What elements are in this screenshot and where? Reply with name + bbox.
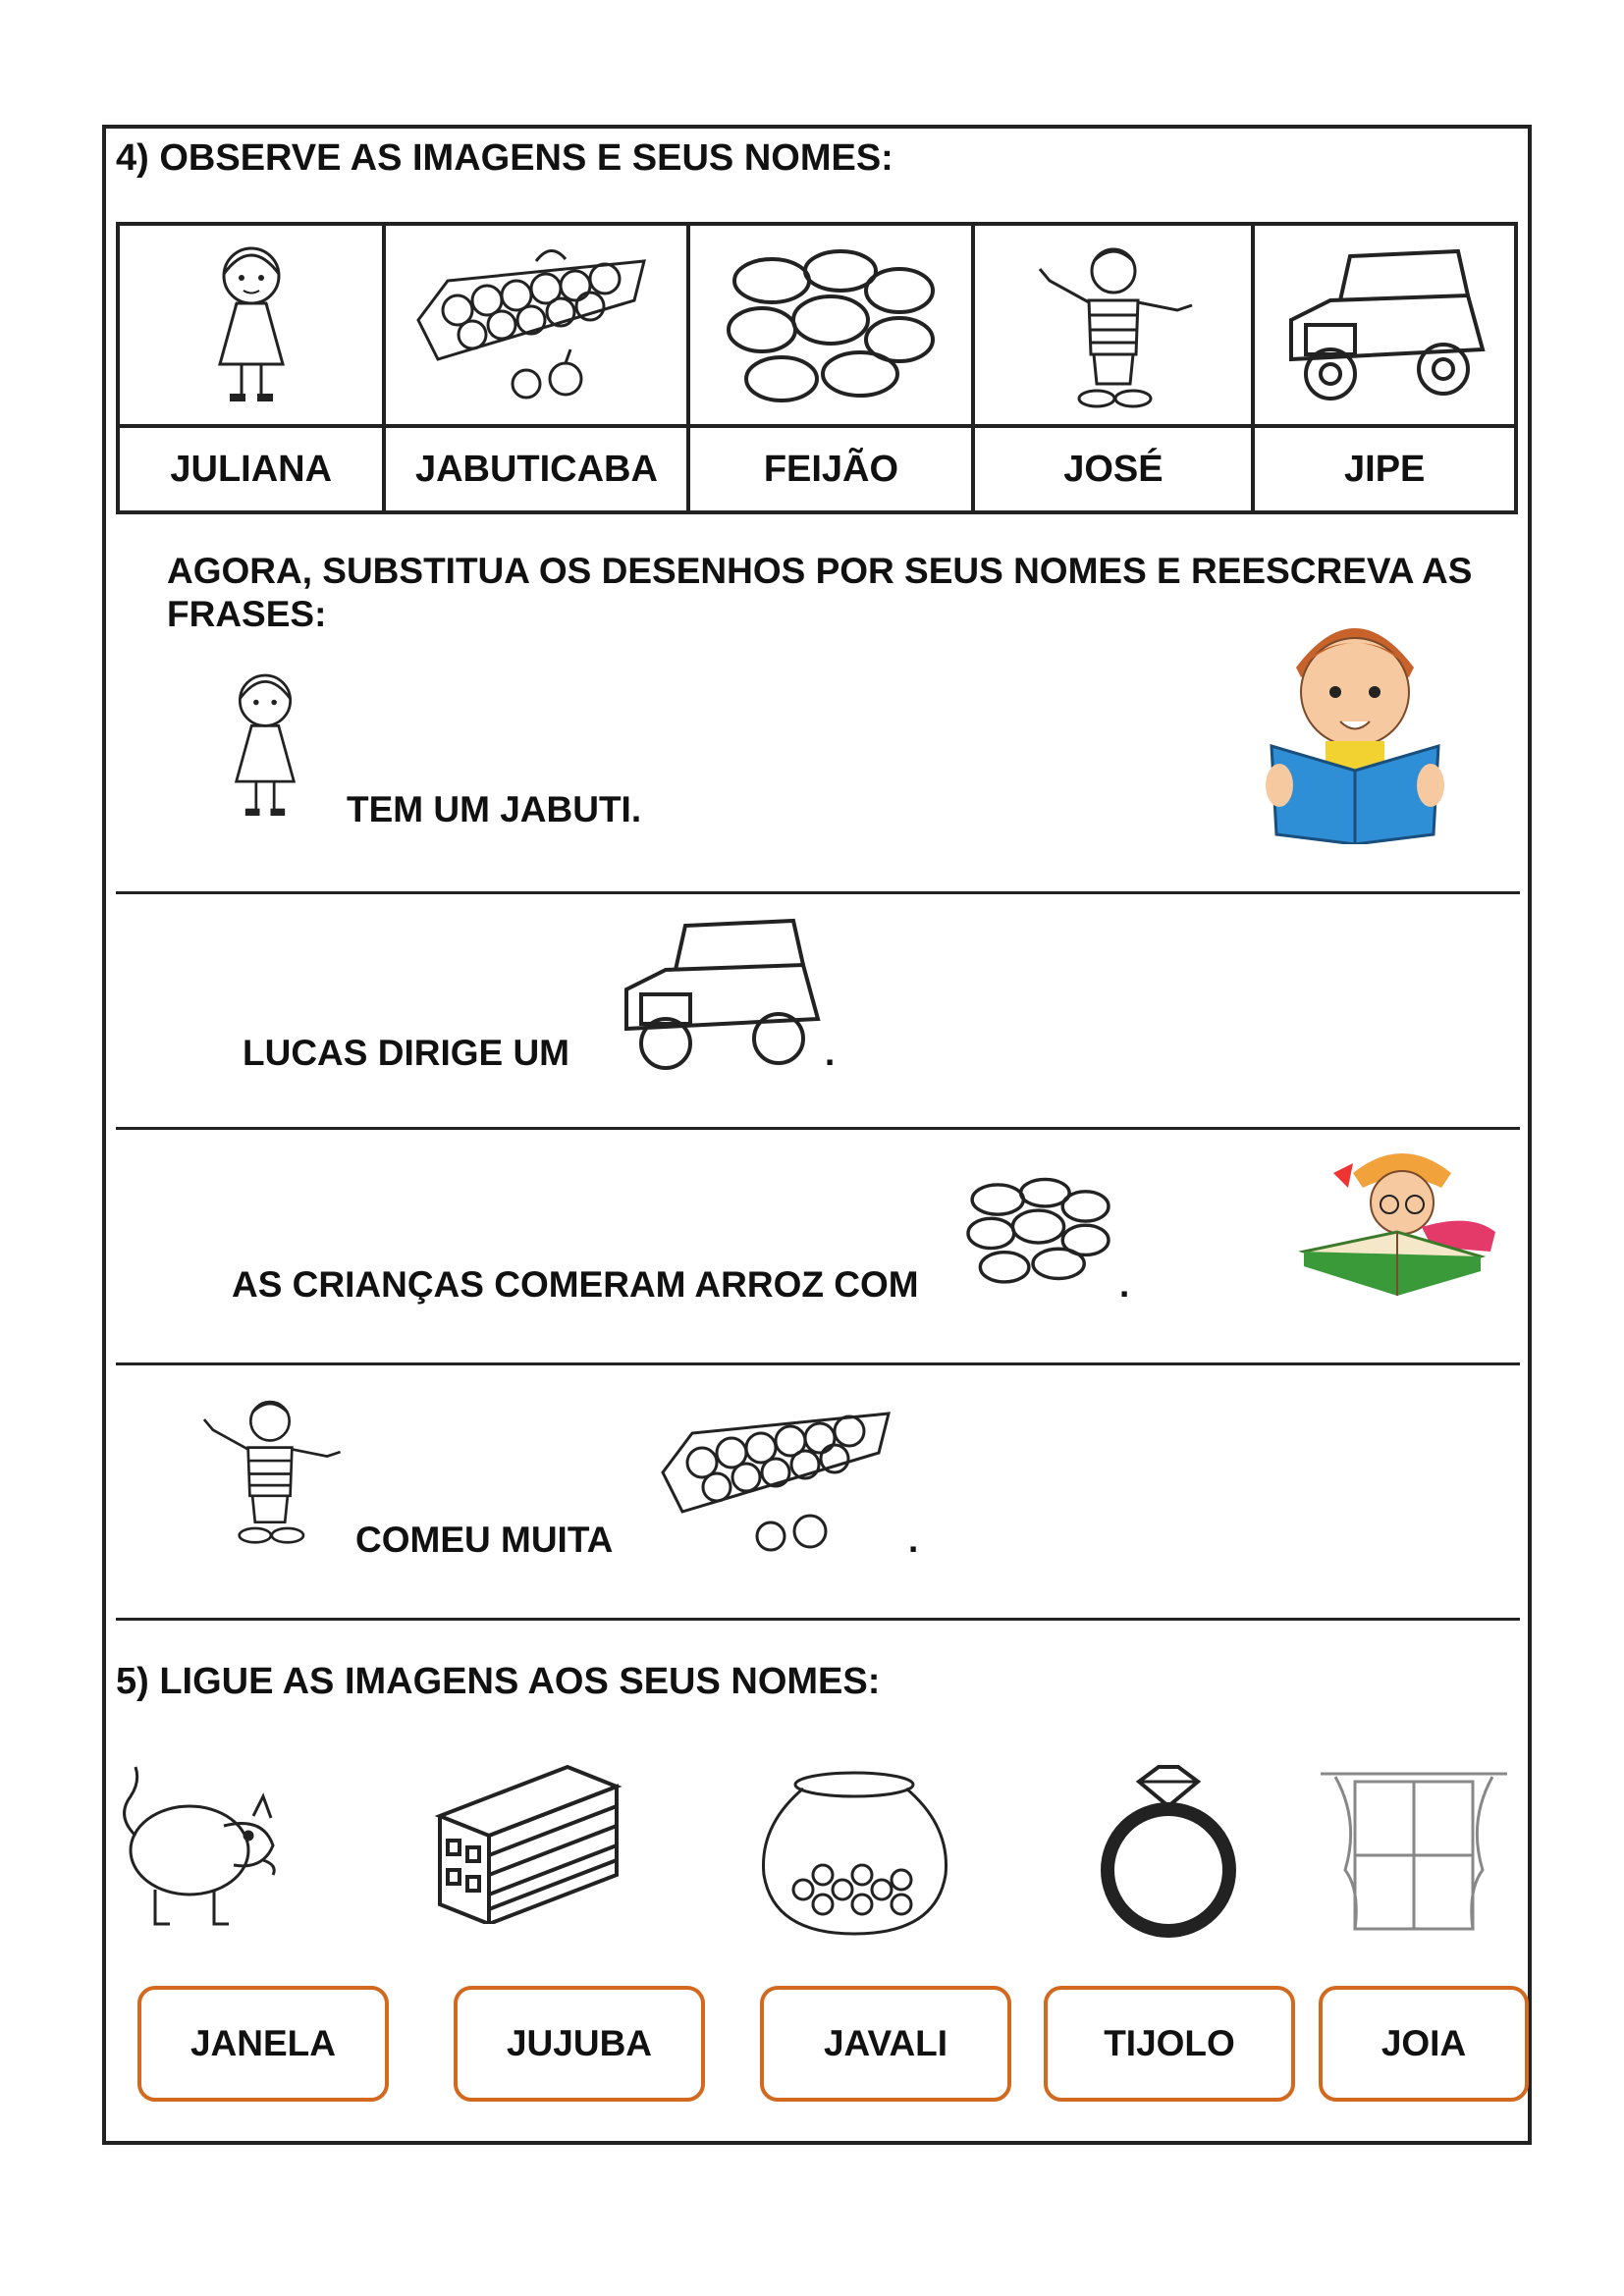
sentence-4-end: . [908, 1520, 919, 1560]
writing-line-2[interactable] [116, 1127, 1520, 1130]
cell-beans [688, 224, 973, 426]
window-icon [1316, 1762, 1512, 1939]
sentence-1: TEM UM JABUTI. [347, 789, 642, 829]
brick-icon [430, 1757, 626, 1924]
sentence-3-end: . [1119, 1264, 1130, 1305]
sentence-3: AS CRIANÇAS COMERAM ARROZ COM [232, 1264, 919, 1305]
sentence-2: LUCAS DIRIGE UM [243, 1033, 569, 1073]
cell-jabuticaba [384, 224, 688, 426]
sentence-4: COMEU MUITA [355, 1520, 614, 1560]
beans-icon [957, 1156, 1119, 1304]
girl-icon [211, 660, 319, 831]
jeep-icon [1272, 241, 1497, 408]
name-label: JOSÉ [973, 426, 1253, 512]
name-box-jujuba[interactable]: JUJUBA [454, 1986, 705, 2102]
names-table [116, 222, 1518, 514]
boy-icon [187, 1386, 353, 1553]
name-box-janela[interactable]: JANELA [137, 1986, 389, 2102]
name-label: JULIANA [118, 426, 384, 512]
cell-jeep [1253, 224, 1516, 426]
cell-boy [973, 224, 1253, 426]
question-5-title: 5) LIGUE AS IMAGENS AOS SEUS NOMES: [116, 1661, 881, 1702]
name-label: FEIJÃO [688, 426, 973, 512]
beans-icon [713, 241, 948, 408]
question-4-title: 4) OBSERVE AS IMAGENS E SEUS NOMES: [116, 137, 893, 179]
name-label: JABUTICABA [384, 426, 688, 512]
jabuticaba-branch-icon [408, 241, 664, 408]
girl-icon [192, 237, 310, 413]
jabuticaba-branch-icon [653, 1394, 908, 1561]
boy-icon [1020, 241, 1207, 408]
jar-icon [754, 1767, 955, 1939]
instruction-text: AGORA, SUBSTITUA OS DESENHOS POR SEUS NOMES E REESCREVA AS FRASES: [167, 551, 1473, 634]
writing-line-1[interactable] [116, 891, 1520, 894]
reading-girl-illustration [1294, 1134, 1510, 1310]
ring-icon [1080, 1762, 1257, 1939]
name-box-javali[interactable]: JAVALI [760, 1986, 1011, 2102]
sentence-2-end: . [825, 1033, 836, 1073]
reading-boy-illustration [1252, 599, 1458, 844]
writing-line-4[interactable] [116, 1618, 1520, 1621]
name-label: JIPE [1253, 426, 1516, 512]
jeep-icon [602, 911, 838, 1078]
boar-icon [116, 1737, 288, 1934]
cell-girl [118, 224, 384, 426]
name-box-tijolo[interactable]: TIJOLO [1044, 1986, 1295, 2102]
writing-line-3[interactable] [116, 1362, 1520, 1365]
name-box-joia[interactable]: JOIA [1319, 1986, 1529, 2102]
